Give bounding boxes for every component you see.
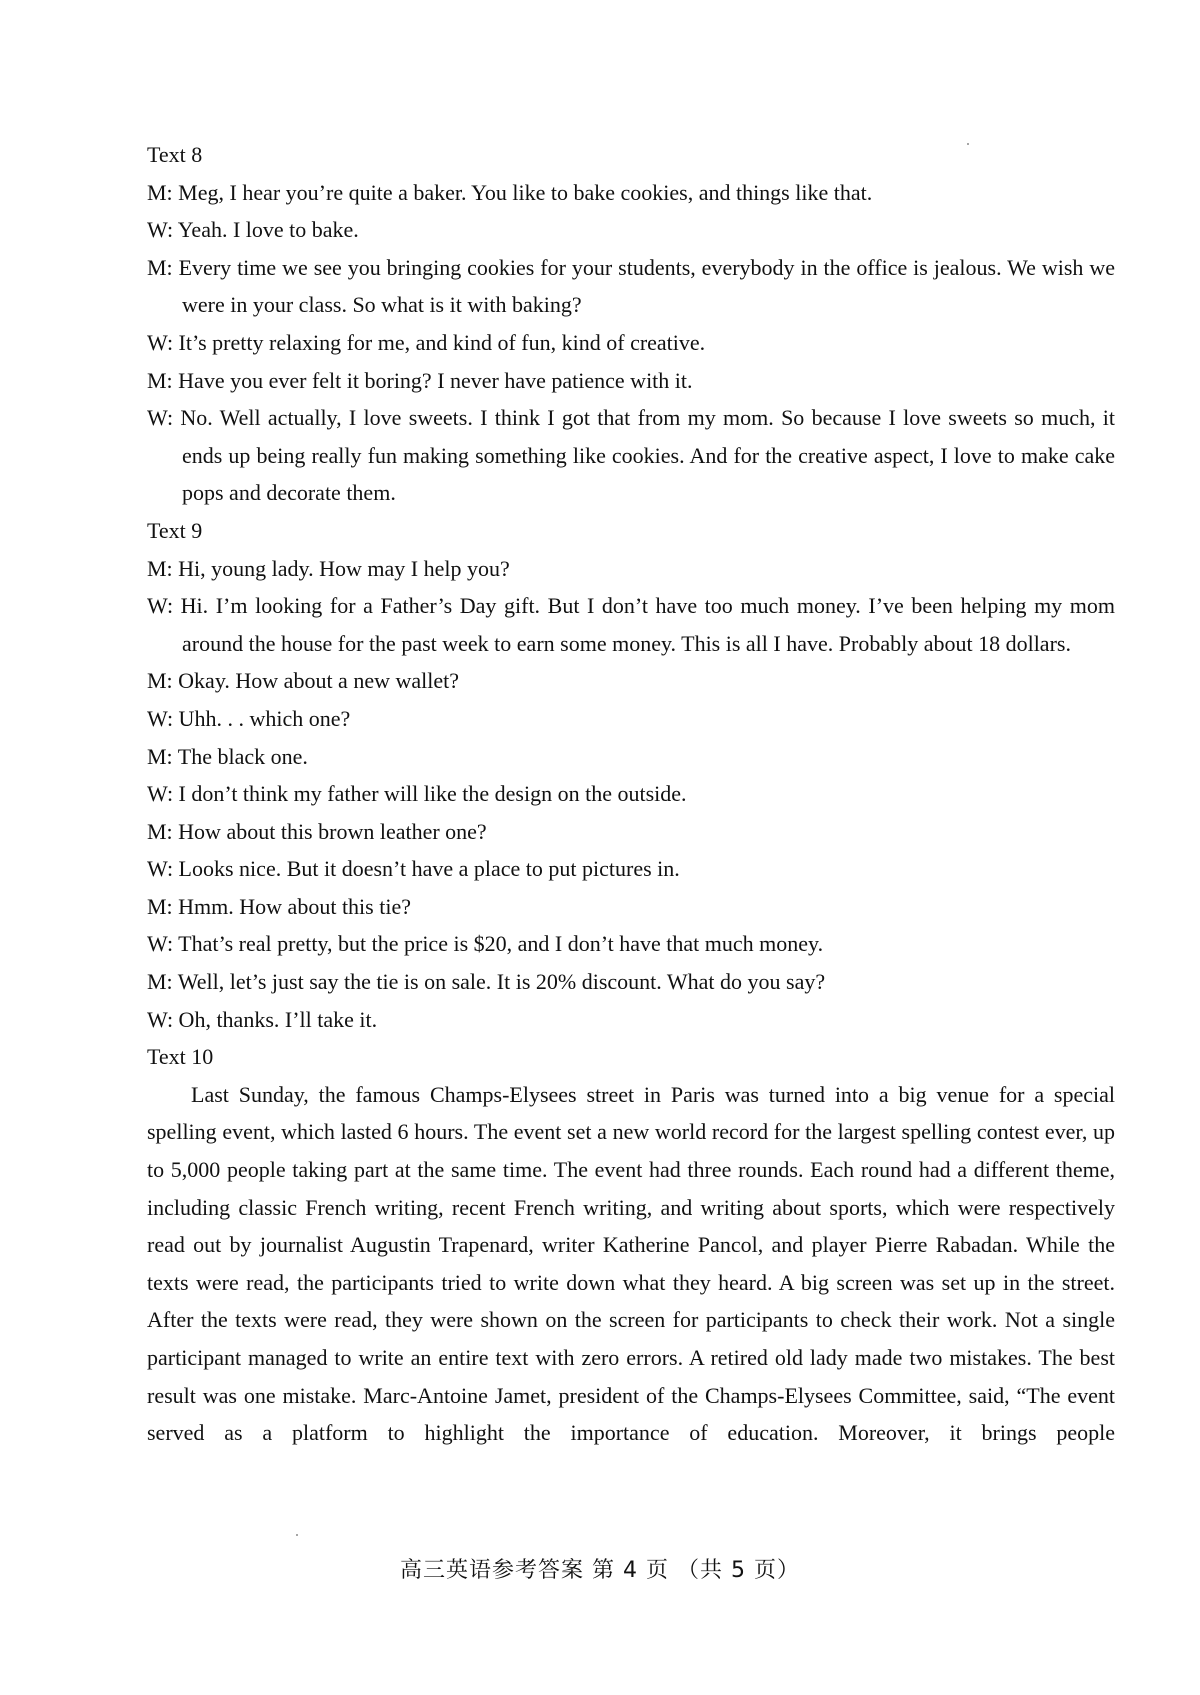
text10-title: Text 10	[147, 1044, 214, 1070]
text8-section	[147, 136, 1115, 512]
text10-section	[147, 1038, 1115, 1452]
dialogue-line: M: Hmm. How about this tie?	[147, 893, 411, 919]
dialogue-line: W: Looks nice. But it doesn’t have a place to put pictures in.	[147, 856, 680, 882]
dialogue-line: W: Oh, thanks. I’ll take it.	[147, 1006, 378, 1032]
page-footer: 高三英语参考答案 第 4 页 （共 5 页）	[400, 1558, 800, 1583]
text10-paragraph: Last Sunday, the famous Champs-Elysees street in Paris was turned into a big venue for a special spelling event, which lasted 6 hours. The event set a new world record for the largest spelling contest ever, up to 5,000 people taking part at the same time. The event had three rounds. Each round had a different theme, including classic French writing, recent French writing, and writing about sports, which were respectively read out by journalist Augustin Trapenard, writer Katherine Pancol, and player Pierre Rabadan. While the texts were read, the participants tried to write down what they heard. A big screen was set up in the street. After the texts were read, they were shown on the screen for participants to check their work. Not a single participant managed to write an entire text with zero errors. A retired old lady made two mistakes. The best result was one mistake. Marc-Antoine Jamet, president of the Champs-Elysees Committee, said, “The event served as a platform to highlight the importance of education. Moreover, it brings people	[147, 1081, 1115, 1446]
dialogue-line: W: Uhh. . . which one?	[147, 705, 351, 731]
dialogue-line: W: Yeah. I love to bake.	[147, 217, 359, 243]
text8-title: Text 8	[147, 142, 203, 167]
scan-speck	[296, 1534, 298, 1536]
dialogue-line: M: Have you ever felt it boring? I never have patience with it.	[147, 367, 693, 393]
text9-title: Text 9	[147, 517, 203, 543]
dialogue-line: W: Hi. I’m looking for a Father’s Day gift. But I don’t have too much money. I’ve been helping my mom around the house for the past week to earn some money. This is all I have. Probably about 18 dollars.	[147, 593, 1115, 656]
page-content	[147, 136, 1115, 1452]
dialogue-line: M: Okay. How about a new wallet?	[147, 668, 459, 694]
dialogue-line: W: I don’t think my father will like the design on the outside.	[147, 781, 687, 807]
dialogue-line: M: Well, let’s just say the tie is on sale. It is 20% discount. What do you say?	[147, 969, 826, 995]
dialogue-line: M: Every time we see you bringing cookies for your students, everybody in the office is jealous. We wish we were in your class. So what is it with baking?	[147, 254, 1115, 318]
dialogue-line: W: That’s real pretty, but the price is $20, and I don’t have that much money.	[147, 931, 824, 957]
dialogue-line: M: Hi, young lady. How may I help you?	[147, 555, 510, 581]
text9-section	[147, 512, 1115, 1038]
dialogue-line: M: How about this brown leather one?	[147, 818, 487, 844]
dialogue-line: M: The black one.	[147, 743, 308, 769]
dialogue-line: W: It’s pretty relaxing for me, and kind of fun, kind of creative.	[147, 329, 706, 355]
dialogue-line: W: No. Well actually, I love sweets. I think I got that from my mom. So because I love sweets so much, it ends up being really fun making something like cookies. And for the creative aspect, I love to make cake pops and decorate them.	[147, 405, 1115, 506]
dialogue-line: M: Meg, I hear you’re quite a baker. You like to bake cookies, and things like that.	[147, 179, 873, 205]
